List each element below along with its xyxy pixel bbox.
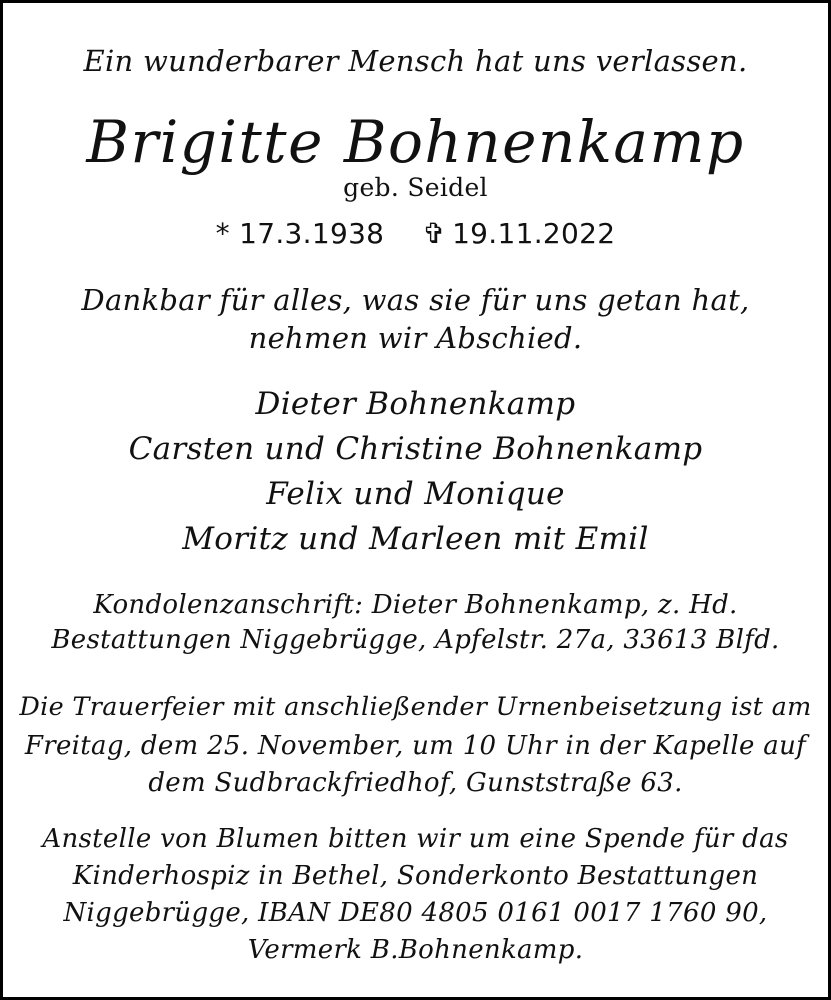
intro-text: Ein wunderbarer Mensch hat uns verlassen. [83, 44, 748, 78]
birth-date: * 17.3.1938 [215, 217, 385, 250]
mourner-name: Carsten und Christine Bohnenkamp [128, 431, 703, 467]
donation-info-line: Anstelle von Blumen bitten wir um eine Spende für das [42, 824, 789, 854]
maiden-name: geb. Seidel [343, 173, 488, 202]
cross-icon: ✞ [422, 217, 447, 250]
service-info-line: Die Trauerfeier mit anschließender Urnenbeisetzung ist am [19, 692, 812, 722]
death-date: 19.11.2022 [452, 217, 616, 250]
life-dates [3, 217, 828, 250]
mourner-name: Felix und Monique [266, 476, 565, 512]
condolence-address-line: Bestattungen Niggebrügge, Apfelstr. 27a, 33613 Blfd. [51, 625, 780, 655]
service-info-line: dem Sudbrackfriedhof, Gunststraße 63. [148, 768, 683, 798]
mourner-name: Dieter Bohnenkamp [255, 386, 576, 422]
deceased-name: Brigitte Bohnenkamp [86, 108, 745, 176]
mourner-name: Moritz und Marleen mit Emil [182, 521, 649, 557]
condolence-address-line: Kondolenzanschrift: Dieter Bohnenkamp, z. Hd. [93, 590, 738, 620]
thanks-line: nehmen wir Abschied. [248, 321, 583, 355]
donation-info-line: Kinderhospiz in Bethel, Sonderkonto Bestattungen [72, 861, 759, 891]
service-info-line: Freitag, dem 25. November, um 10 Uhr in der Kapelle auf [24, 731, 807, 761]
thanks-line: Dankbar für alles, was sie für uns getan hat, [81, 283, 750, 317]
donation-info-line: Niggebrügge, IBAN DE80 4805 0161 0017 1760 90, [63, 898, 768, 928]
donation-info-line: Vermerk B.Bohnenkamp. [247, 935, 584, 965]
